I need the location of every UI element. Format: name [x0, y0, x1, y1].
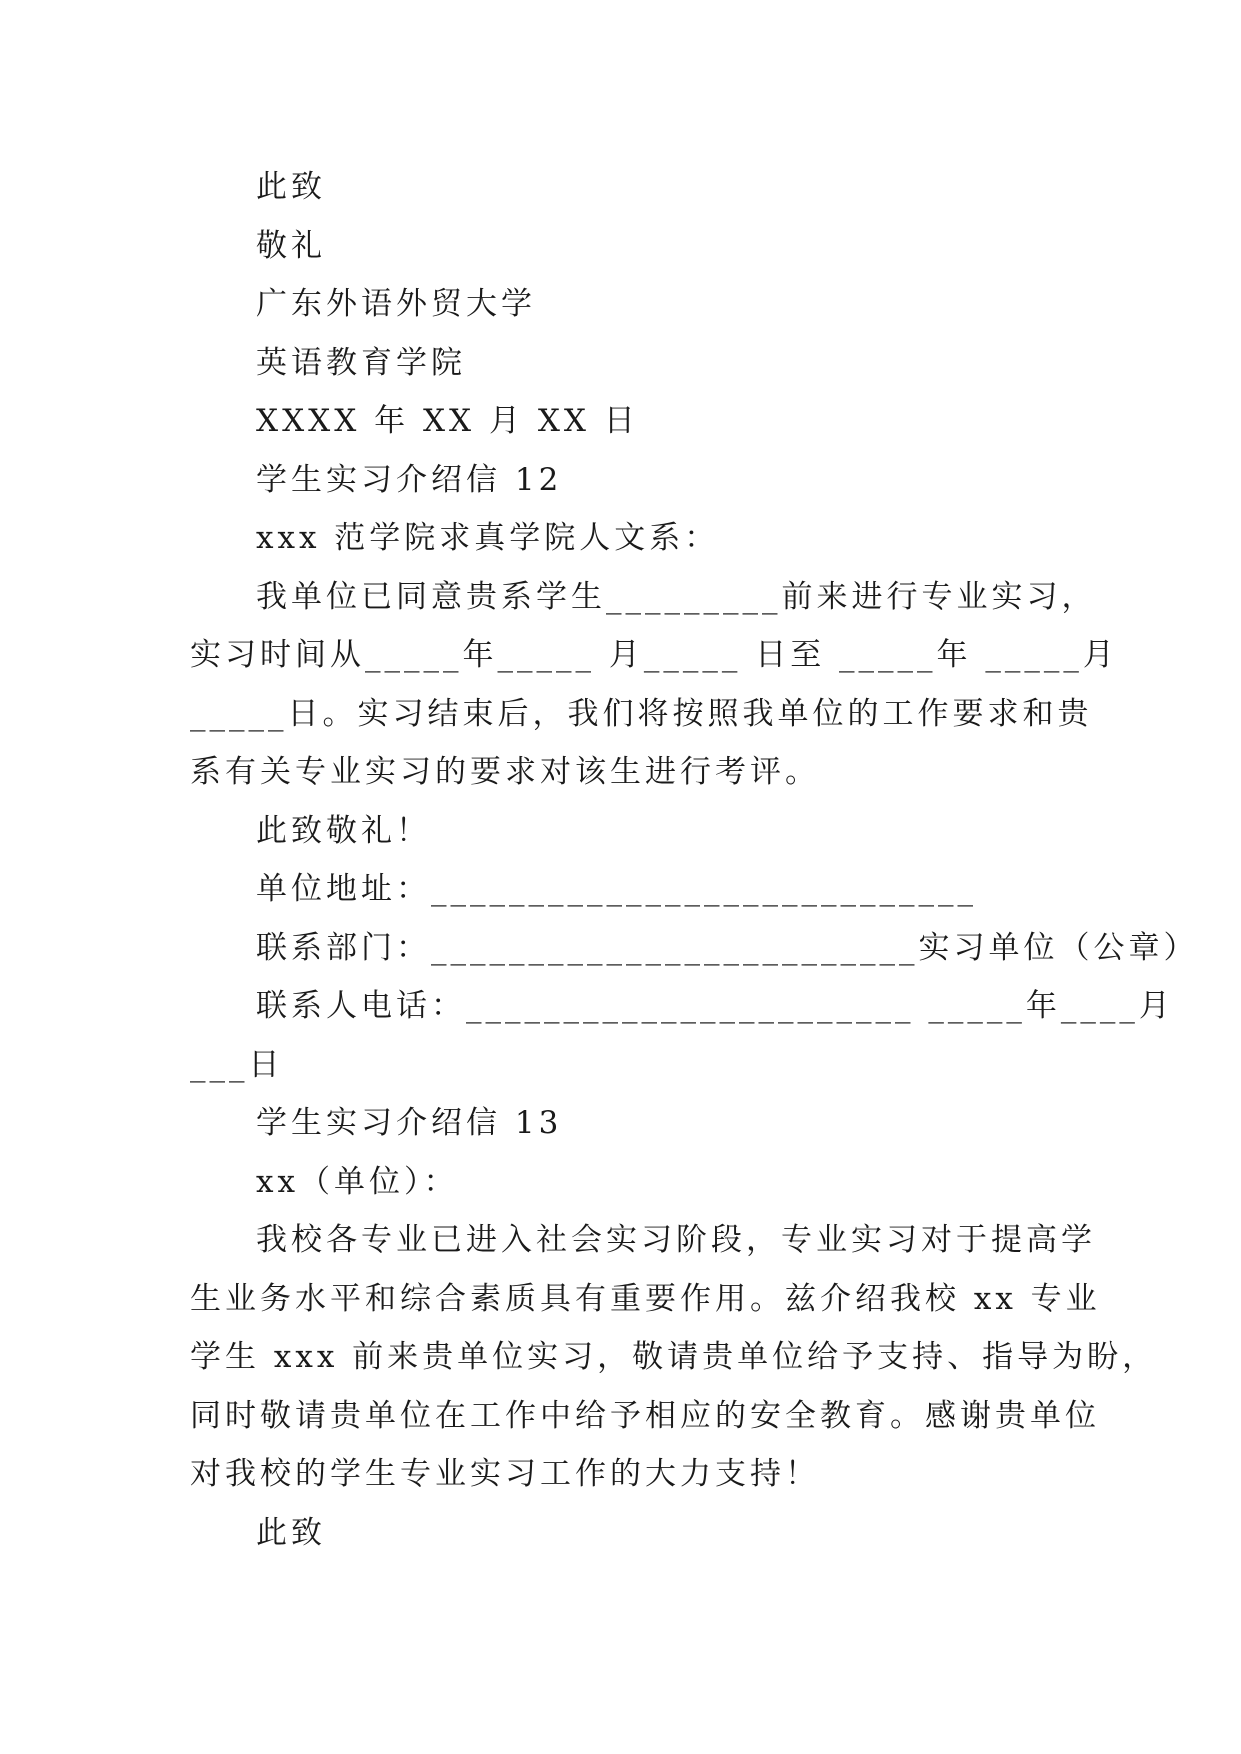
letter-13-body-line: 对我校的学生专业实习工作的大力支持！: [190, 1456, 820, 1492]
letter-12-closing: 此致敬礼！: [256, 812, 431, 849]
letter-12-title: 学生实习介绍信 12: [256, 461, 563, 498]
letter-13-body-line: 同时敬请贵单位在工作中给予相应的安全教育。感谢贵单位: [190, 1397, 1100, 1434]
letter-12-body-line: _____日。实习结束后，我们将按照我单位的工作要求和贵: [190, 695, 1093, 732]
letter-12-recipient: xxx 范学院求真学院人文系：: [256, 520, 720, 556]
signature-university: 广东外语外贸大学: [256, 286, 536, 322]
letter-13-body-line: 学生 xxx 前来贵单位实习，敬请贵单位给予支持、指导为盼，: [190, 1339, 1158, 1375]
letter-13-title: 学生实习介绍信 13: [256, 1105, 563, 1141]
letter-13-closing: 此致: [256, 1514, 326, 1551]
letter-12-day-field: ___日: [190, 1046, 284, 1083]
letter-13-body: [190, 1211, 1158, 1504]
closing-line-1: 此致: [256, 169, 326, 205]
signature-date: XXXX 年 XX 月 XX 日: [256, 403, 639, 439]
letter-12-phone-field: 联系人电话：_______________________ _____年____月: [256, 988, 1174, 1024]
letter-12-body-line: 系有关专业实习的要求对该生进行考评。: [190, 754, 820, 790]
signature-college: 英语教育学院: [256, 344, 466, 381]
letter-12-body-line: 我单位已同意贵系学生_________前来进行专业实习，: [256, 578, 1097, 615]
letter-13-body-line: 生业务水平和综合素质具有重要作用。兹介绍我校 xx 专业: [190, 1280, 1101, 1317]
letter-13-recipient: xx（单位）：: [256, 1163, 459, 1200]
letter-13-body-line: 我校各专业已进入社会实习阶段，专业实习对于提高学: [256, 1222, 1096, 1258]
letter-12-department-field: 联系部门：_________________________实习单位（公章）: [256, 929, 1199, 966]
document-page: [190, 158, 1199, 1562]
letter-12-body: [190, 568, 1118, 802]
letter-12-address-field: 单位地址：____________________________: [256, 871, 977, 907]
closing-line-2: 敬礼: [256, 227, 326, 264]
letter-12-body-line: 实习时间从_____年_____ 月_____ 日至 _____年 _____月: [190, 637, 1118, 673]
